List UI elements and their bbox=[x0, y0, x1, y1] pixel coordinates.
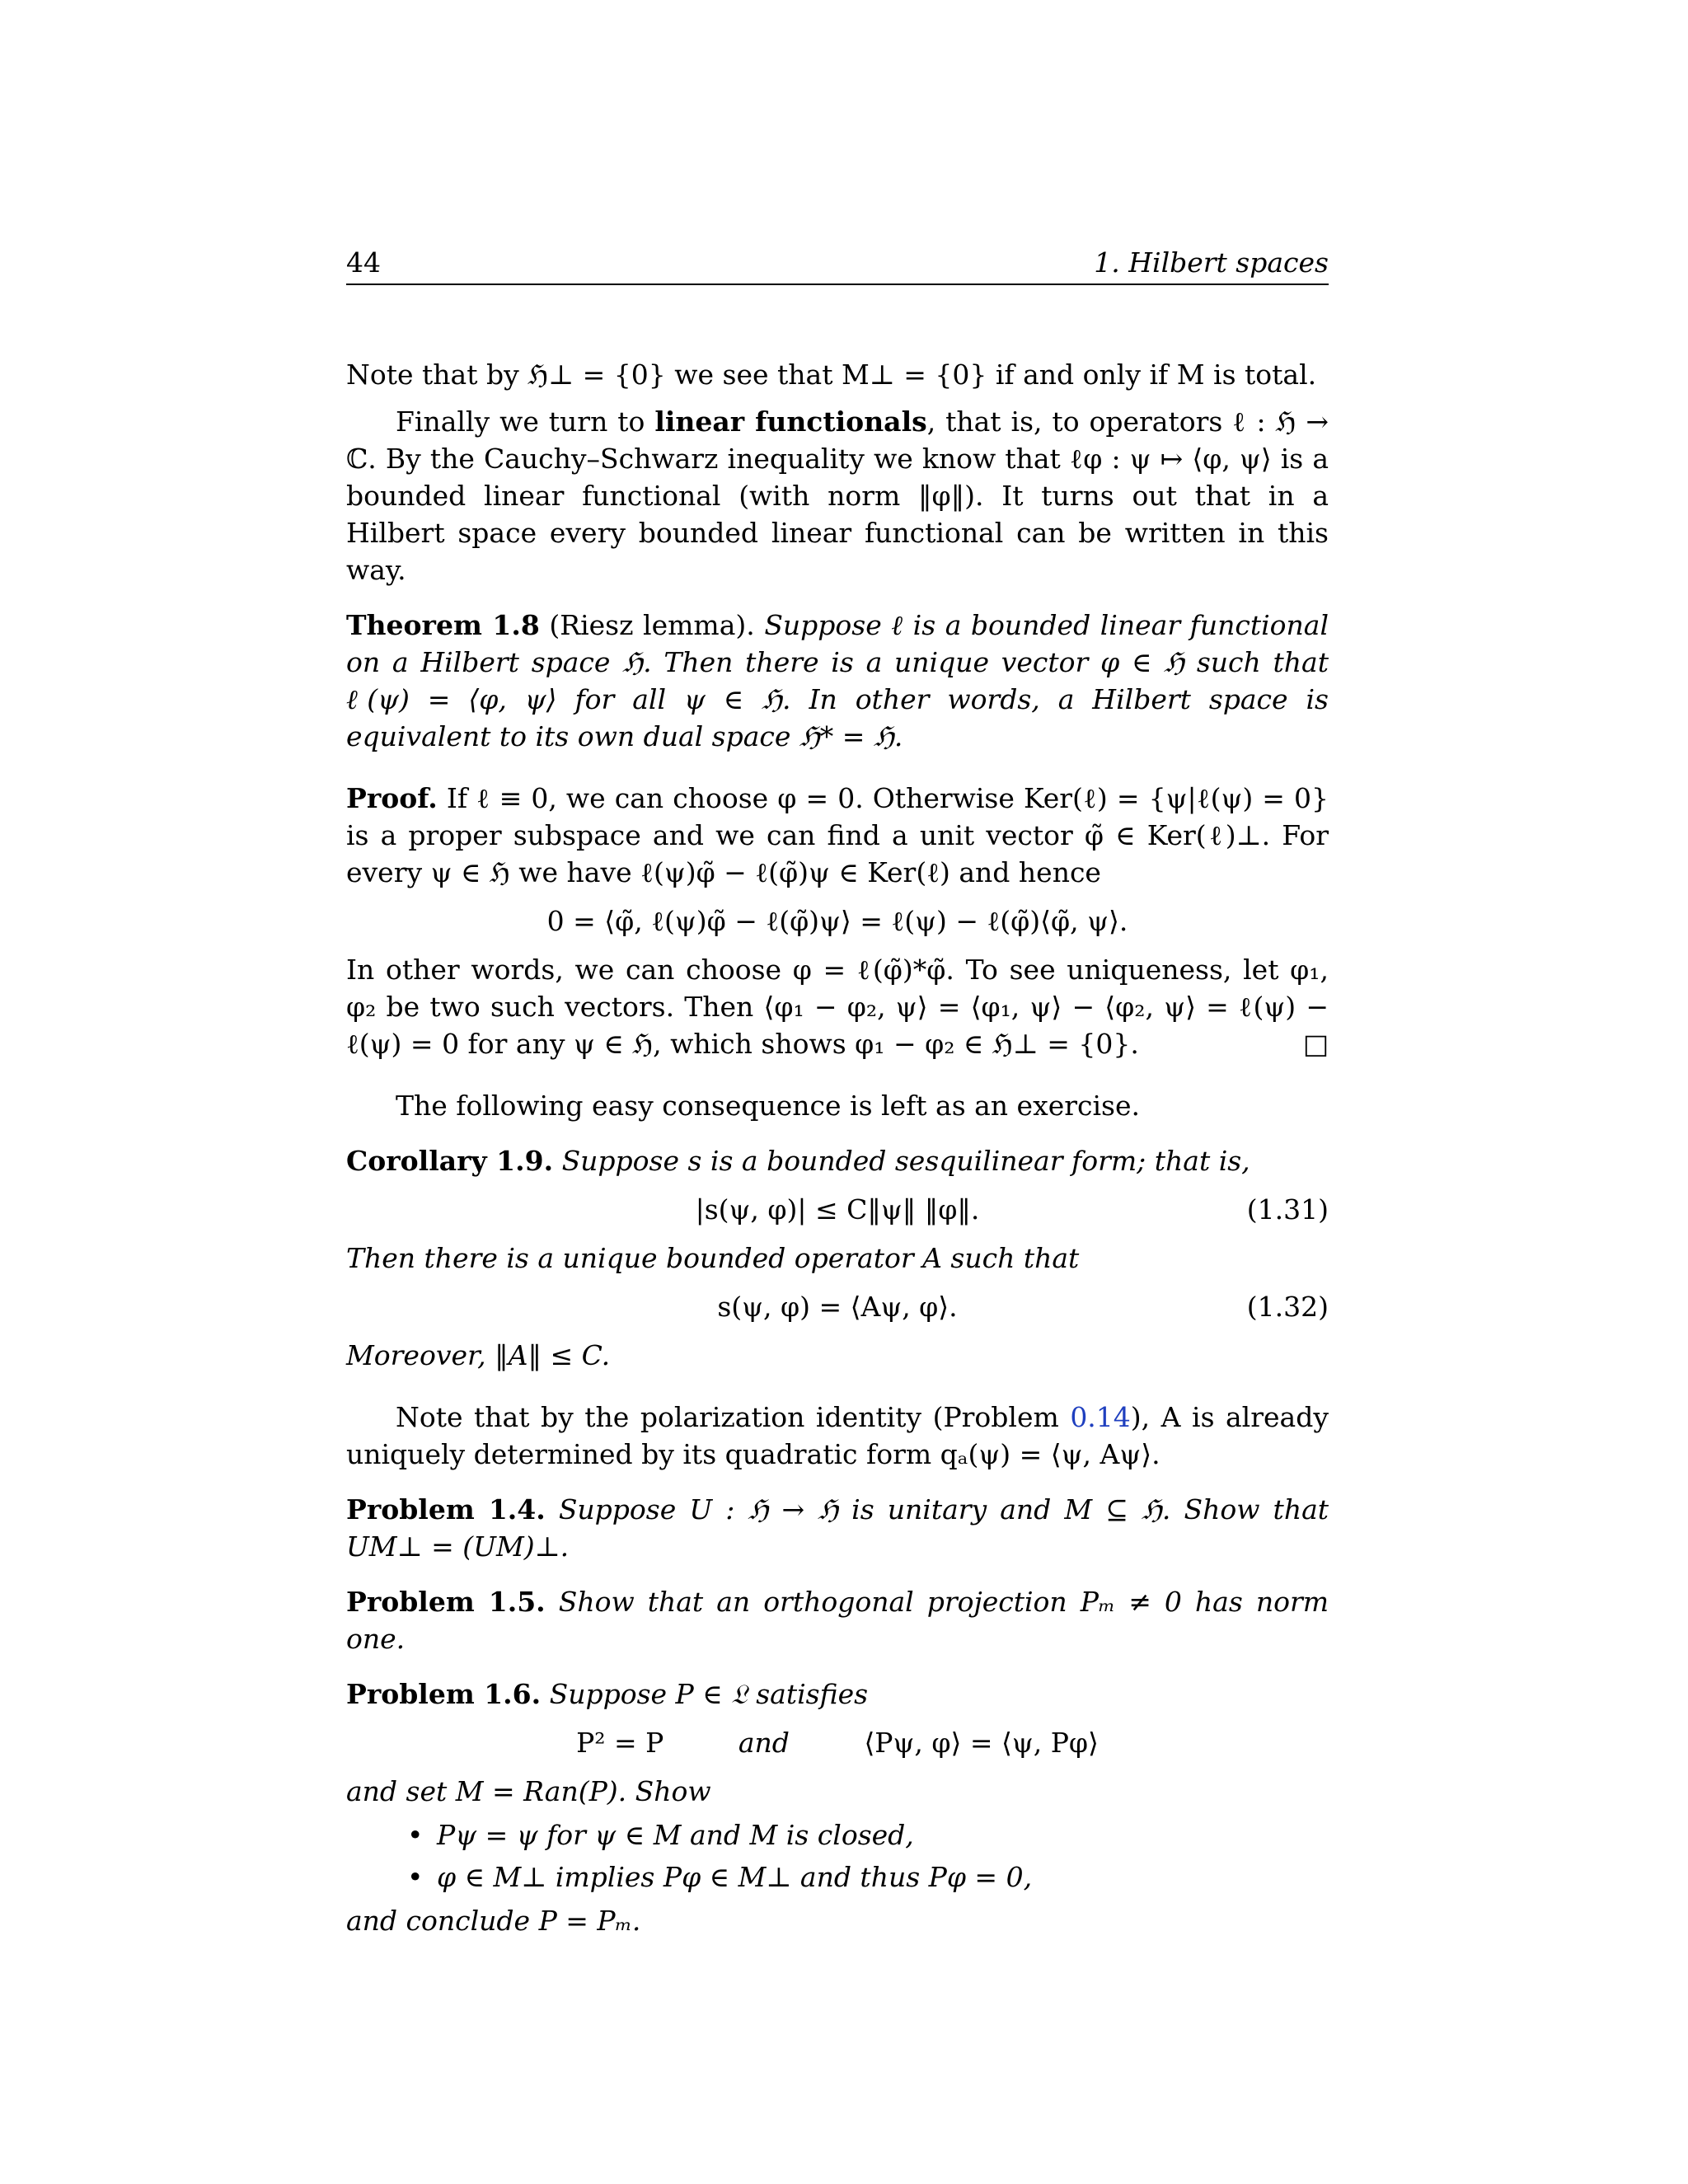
paragraph-total: Note that by ℌ⊥ = {0} we see that M⊥ = {0} if and only if M is total. bbox=[346, 359, 1317, 391]
problem-label: Problem 1.5. bbox=[346, 1586, 546, 1618]
equation-1-31-body: |s(ψ, φ)| ≤ C‖ψ‖ ‖φ‖. bbox=[695, 1193, 980, 1226]
theorem-label: Theorem 1.8 bbox=[346, 609, 540, 641]
problem-1-6 bbox=[346, 1675, 1329, 1713]
equation-right: ⟨Pψ, φ⟩ = ⟨ψ, Pφ⟩ bbox=[864, 1727, 1099, 1759]
equation-system bbox=[346, 1724, 1329, 1761]
problem-1-5 bbox=[346, 1583, 1329, 1657]
equation-1-32-number: (1.32) bbox=[1246, 1291, 1329, 1323]
corollary-label: Corollary 1.9. bbox=[346, 1145, 554, 1177]
term-linear-functionals: linear functionals bbox=[654, 405, 927, 438]
equation-proof: 0 = ⟨φ̃, ℓ(ψ)φ̃ − ℓ(φ̃)ψ⟩ = ℓ(ψ) − ℓ(φ̃)⟨φ̃, ψ⟩. bbox=[546, 905, 1128, 937]
corollary-text-2: Then there is a unique bounded operator A such that bbox=[346, 1242, 1080, 1274]
page-number: 44 bbox=[346, 246, 381, 279]
list-item: • φ ∈ M⊥ implies Pφ ∈ M⊥ and thus Pφ = 0, bbox=[437, 1858, 1329, 1896]
theorem-name: (Riesz lemma). bbox=[539, 609, 755, 641]
text-run: Suppose s is a bounded sesquilinear form; that is, bbox=[553, 1145, 1250, 1177]
theorem-1-8 bbox=[346, 607, 1329, 755]
problem-1-4 bbox=[346, 1491, 1329, 1565]
problem-label: Problem 1.6. bbox=[346, 1678, 542, 1710]
text-run: Finally we turn to bbox=[396, 405, 655, 438]
corollary-1-9 bbox=[346, 1142, 1329, 1179]
equation-1-32-body: s(ψ, φ) = ⟨Aψ, φ⟩. bbox=[717, 1291, 958, 1323]
problem-link[interactable]: 0.14 bbox=[1070, 1401, 1131, 1433]
paragraph-polarization bbox=[346, 1399, 1329, 1473]
text-run: ), A is already uniquely determined by its quadratic form qₐ(ψ) = ⟨ψ, Aψ⟩. bbox=[346, 1401, 1329, 1470]
theorem-statement: Suppose ℓ is a bounded linear functional on a Hilbert space ℌ. Then there is a unique vector φ ∈ ℌ such that ℓ(ψ) = ⟨φ, ψ⟩ for all ψ ∈ ℌ. In other words, a Hilbert space is equivalent to its own dual space ℌ* = ℌ. bbox=[346, 609, 1329, 752]
list-item: • Pψ = ψ for ψ ∈ M and M is closed, bbox=[437, 1816, 1329, 1854]
proof-part-2 bbox=[346, 951, 1329, 1062]
paragraph-exercise: The following easy consequence is left as an exercise. bbox=[396, 1090, 1140, 1122]
proof-label: Proof. bbox=[346, 782, 438, 814]
paragraph-linear-functionals bbox=[346, 403, 1329, 588]
text-run: , that is, to operators ℓ : ℌ → ℂ. By the Cauchy–Schwarz inequality we know that ℓφ : ψ ↦ ⟨φ, ψ⟩ is a bounded linear functional (with norm ‖φ‖). It turns out that in a Hilbert space every bounded linear functional can be written in this way. bbox=[346, 405, 1329, 586]
text-run: Suppose U : ℌ → ℌ is unitary and M ⊆ ℌ. Show that UM⊥ = (UM)⊥. bbox=[346, 1493, 1329, 1563]
corollary-text-3: Moreover, ‖A‖ ≤ C. bbox=[346, 1339, 611, 1371]
equation-and: and bbox=[738, 1727, 790, 1759]
chapter-title: 1. Hilbert spaces bbox=[1094, 246, 1329, 279]
text-run: Suppose P ∈ 𝔏 satisfies bbox=[541, 1678, 869, 1710]
text-run: If ℓ ≡ 0, we can choose φ = 0. Otherwise Ker(ℓ) = {ψ|ℓ(ψ) = 0} is a proper subspace and we can find a unit vector φ̃ ∈ Ker(ℓ)⊥. For every ψ ∈ ℌ we have ℓ(ψ)φ̃ − ℓ(φ̃)ψ ∈ Ker(ℓ) and hence bbox=[346, 782, 1329, 888]
proof-part-1 bbox=[346, 780, 1329, 891]
problem-1-6-text-2: and set M = Ran(P). Show bbox=[346, 1775, 711, 1807]
problem-label: Problem 1.4. bbox=[346, 1493, 546, 1526]
qed-symbol: □ bbox=[1302, 1028, 1329, 1060]
problem-1-6-text-3: and conclude P = Pₘ. bbox=[346, 1905, 641, 1937]
equation-1-31 bbox=[346, 1191, 1329, 1228]
equation-1-31-number: (1.31) bbox=[1246, 1193, 1329, 1226]
text-run: Note that by the polarization identity (Problem bbox=[396, 1401, 1071, 1433]
text-run: Show that an orthogonal projection Pₘ ≠ 0 has norm one. bbox=[346, 1586, 1329, 1655]
page-body bbox=[346, 356, 1329, 1939]
equation-left: P² = P bbox=[576, 1727, 664, 1759]
bullet-list bbox=[346, 1816, 1329, 1896]
equation-1-32 bbox=[346, 1288, 1329, 1325]
text-run: In other words, we can choose φ = ℓ(φ̃)*φ̃. To see uniqueness, let φ₁, φ₂ be two such vectors. Then ⟨φ₁ − φ₂, ψ⟩ = ⟨φ₁, ψ⟩ − ⟨φ₂, ψ⟩ = ℓ(ψ) − ℓ(ψ) = 0 for any ψ ∈ ℌ, which shows φ₁ − φ₂ ∈ ℌ⊥ = {0}. bbox=[346, 954, 1329, 1060]
running-header bbox=[346, 244, 1329, 285]
